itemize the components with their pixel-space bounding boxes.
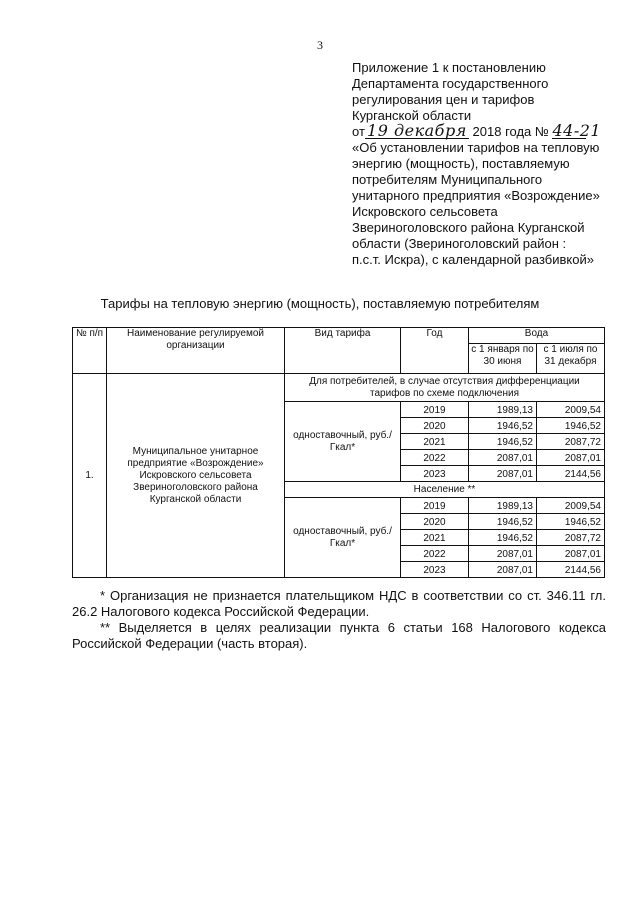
section-label: Население **	[285, 482, 605, 498]
tariff-kind: одноставочный, руб./Гкал*	[285, 402, 401, 482]
year-cell: 2020	[401, 514, 469, 530]
header-num: № п/п	[73, 328, 107, 374]
value-cell: 2144,56	[537, 562, 605, 578]
header-row	[73, 328, 605, 344]
value-cell: 2087,72	[537, 434, 605, 450]
header-organization: Наименование регулируемой организации	[107, 328, 285, 374]
from-prefix: от	[352, 124, 365, 139]
value-cell: 1946,52	[469, 514, 537, 530]
value-cell: 2009,54	[537, 498, 605, 514]
organization-name: Муниципальное унитарное предприятие «Возрождение» Искровского сельсовета Звериноголовского района Курганской области	[107, 374, 285, 578]
header-period-1: с 1 января по 30 июня	[469, 344, 537, 374]
page-number: 3	[317, 38, 323, 52]
appendix-line-1: Приложение 1 к постановлению	[352, 60, 546, 75]
value-cell: 1946,52	[469, 434, 537, 450]
year-cell: 2023	[401, 466, 469, 482]
footnote-vat: * Организация не признается плательщиком НДС в соответствии со ст. 346.11 гл. 26.2 Налогового кодекса Российской Федерации.	[72, 588, 606, 619]
header-period-2: с 1 июля по 31 декабря	[537, 344, 605, 374]
value-cell: 1946,52	[537, 418, 605, 434]
year-cell: 2022	[401, 450, 469, 466]
handwritten-number: 44-21	[552, 121, 602, 140]
year-cell: 2021	[401, 530, 469, 546]
value-cell: 2144,56	[537, 466, 605, 482]
year-cell: 2023	[401, 562, 469, 578]
appendix-line-4: Курганской области	[352, 108, 472, 123]
value-cell: 2087,01	[469, 546, 537, 562]
header-water: Вода	[469, 328, 605, 344]
tariff-table	[72, 327, 605, 578]
year-cell: 2022	[401, 546, 469, 562]
header-year: Год	[401, 328, 469, 374]
value-cell: 2009,54	[537, 402, 605, 418]
header-tariff-kind: Вид тарифа	[285, 328, 401, 374]
value-cell: 1946,52	[469, 418, 537, 434]
value-cell: 2087,01	[537, 450, 605, 466]
subject-line: Искровского сельсовета	[352, 204, 498, 219]
appendix-line-2: Департамента государственного	[352, 76, 549, 91]
year-text: 2018 года №	[472, 124, 549, 139]
year-cell: 2020	[401, 418, 469, 434]
table-title: Тарифы на тепловую энергию (мощность), поставляемую потребителям	[100, 296, 540, 311]
row-number: 1.	[73, 374, 107, 578]
value-cell: 2087,72	[537, 530, 605, 546]
value-cell: 2087,01	[537, 546, 605, 562]
value-cell: 1946,52	[537, 514, 605, 530]
handwritten-date: 19 декабря	[365, 124, 469, 139]
subject-line: унитарного предприятия «Возрождение»	[352, 188, 600, 203]
resolution-date-line	[352, 121, 622, 140]
footnotes	[72, 588, 606, 652]
tariff-kind: одноставочный, руб./Гкал*	[285, 498, 401, 578]
section-label: Для потребителей, в случае отсутствия дифференциации тарифов по схеме подключения	[285, 374, 605, 402]
section-row	[73, 374, 605, 402]
value-cell: 2087,01	[469, 466, 537, 482]
footnote-population: ** Выделяется в целях реализации пункта 6 статьи 168 Налогового кодекса Российской Федерации (часть вторая).	[72, 620, 606, 651]
subject-line: п.с.т. Искра), с календарной разбивкой»	[352, 252, 594, 267]
subject-line: энергию (мощность), поставляемую	[352, 156, 570, 171]
subject-line: потребителям Муниципального	[352, 172, 543, 187]
subject-line: «Об установлении тарифов на тепловую	[352, 140, 600, 155]
value-cell: 1989,13	[469, 402, 537, 418]
appendix-block	[352, 60, 622, 268]
value-cell: 1989,13	[469, 498, 537, 514]
year-cell: 2019	[401, 498, 469, 514]
value-cell: 2087,01	[469, 562, 537, 578]
value-cell: 1946,52	[469, 530, 537, 546]
value-cell: 2087,01	[469, 450, 537, 466]
appendix-line-3: регулирования цен и тарифов	[352, 92, 535, 107]
year-cell: 2019	[401, 402, 469, 418]
year-cell: 2021	[401, 434, 469, 450]
subject-line: Звериноголовского района Курганской	[352, 220, 585, 235]
subject-line: области (Звериноголовский район :	[352, 236, 567, 251]
